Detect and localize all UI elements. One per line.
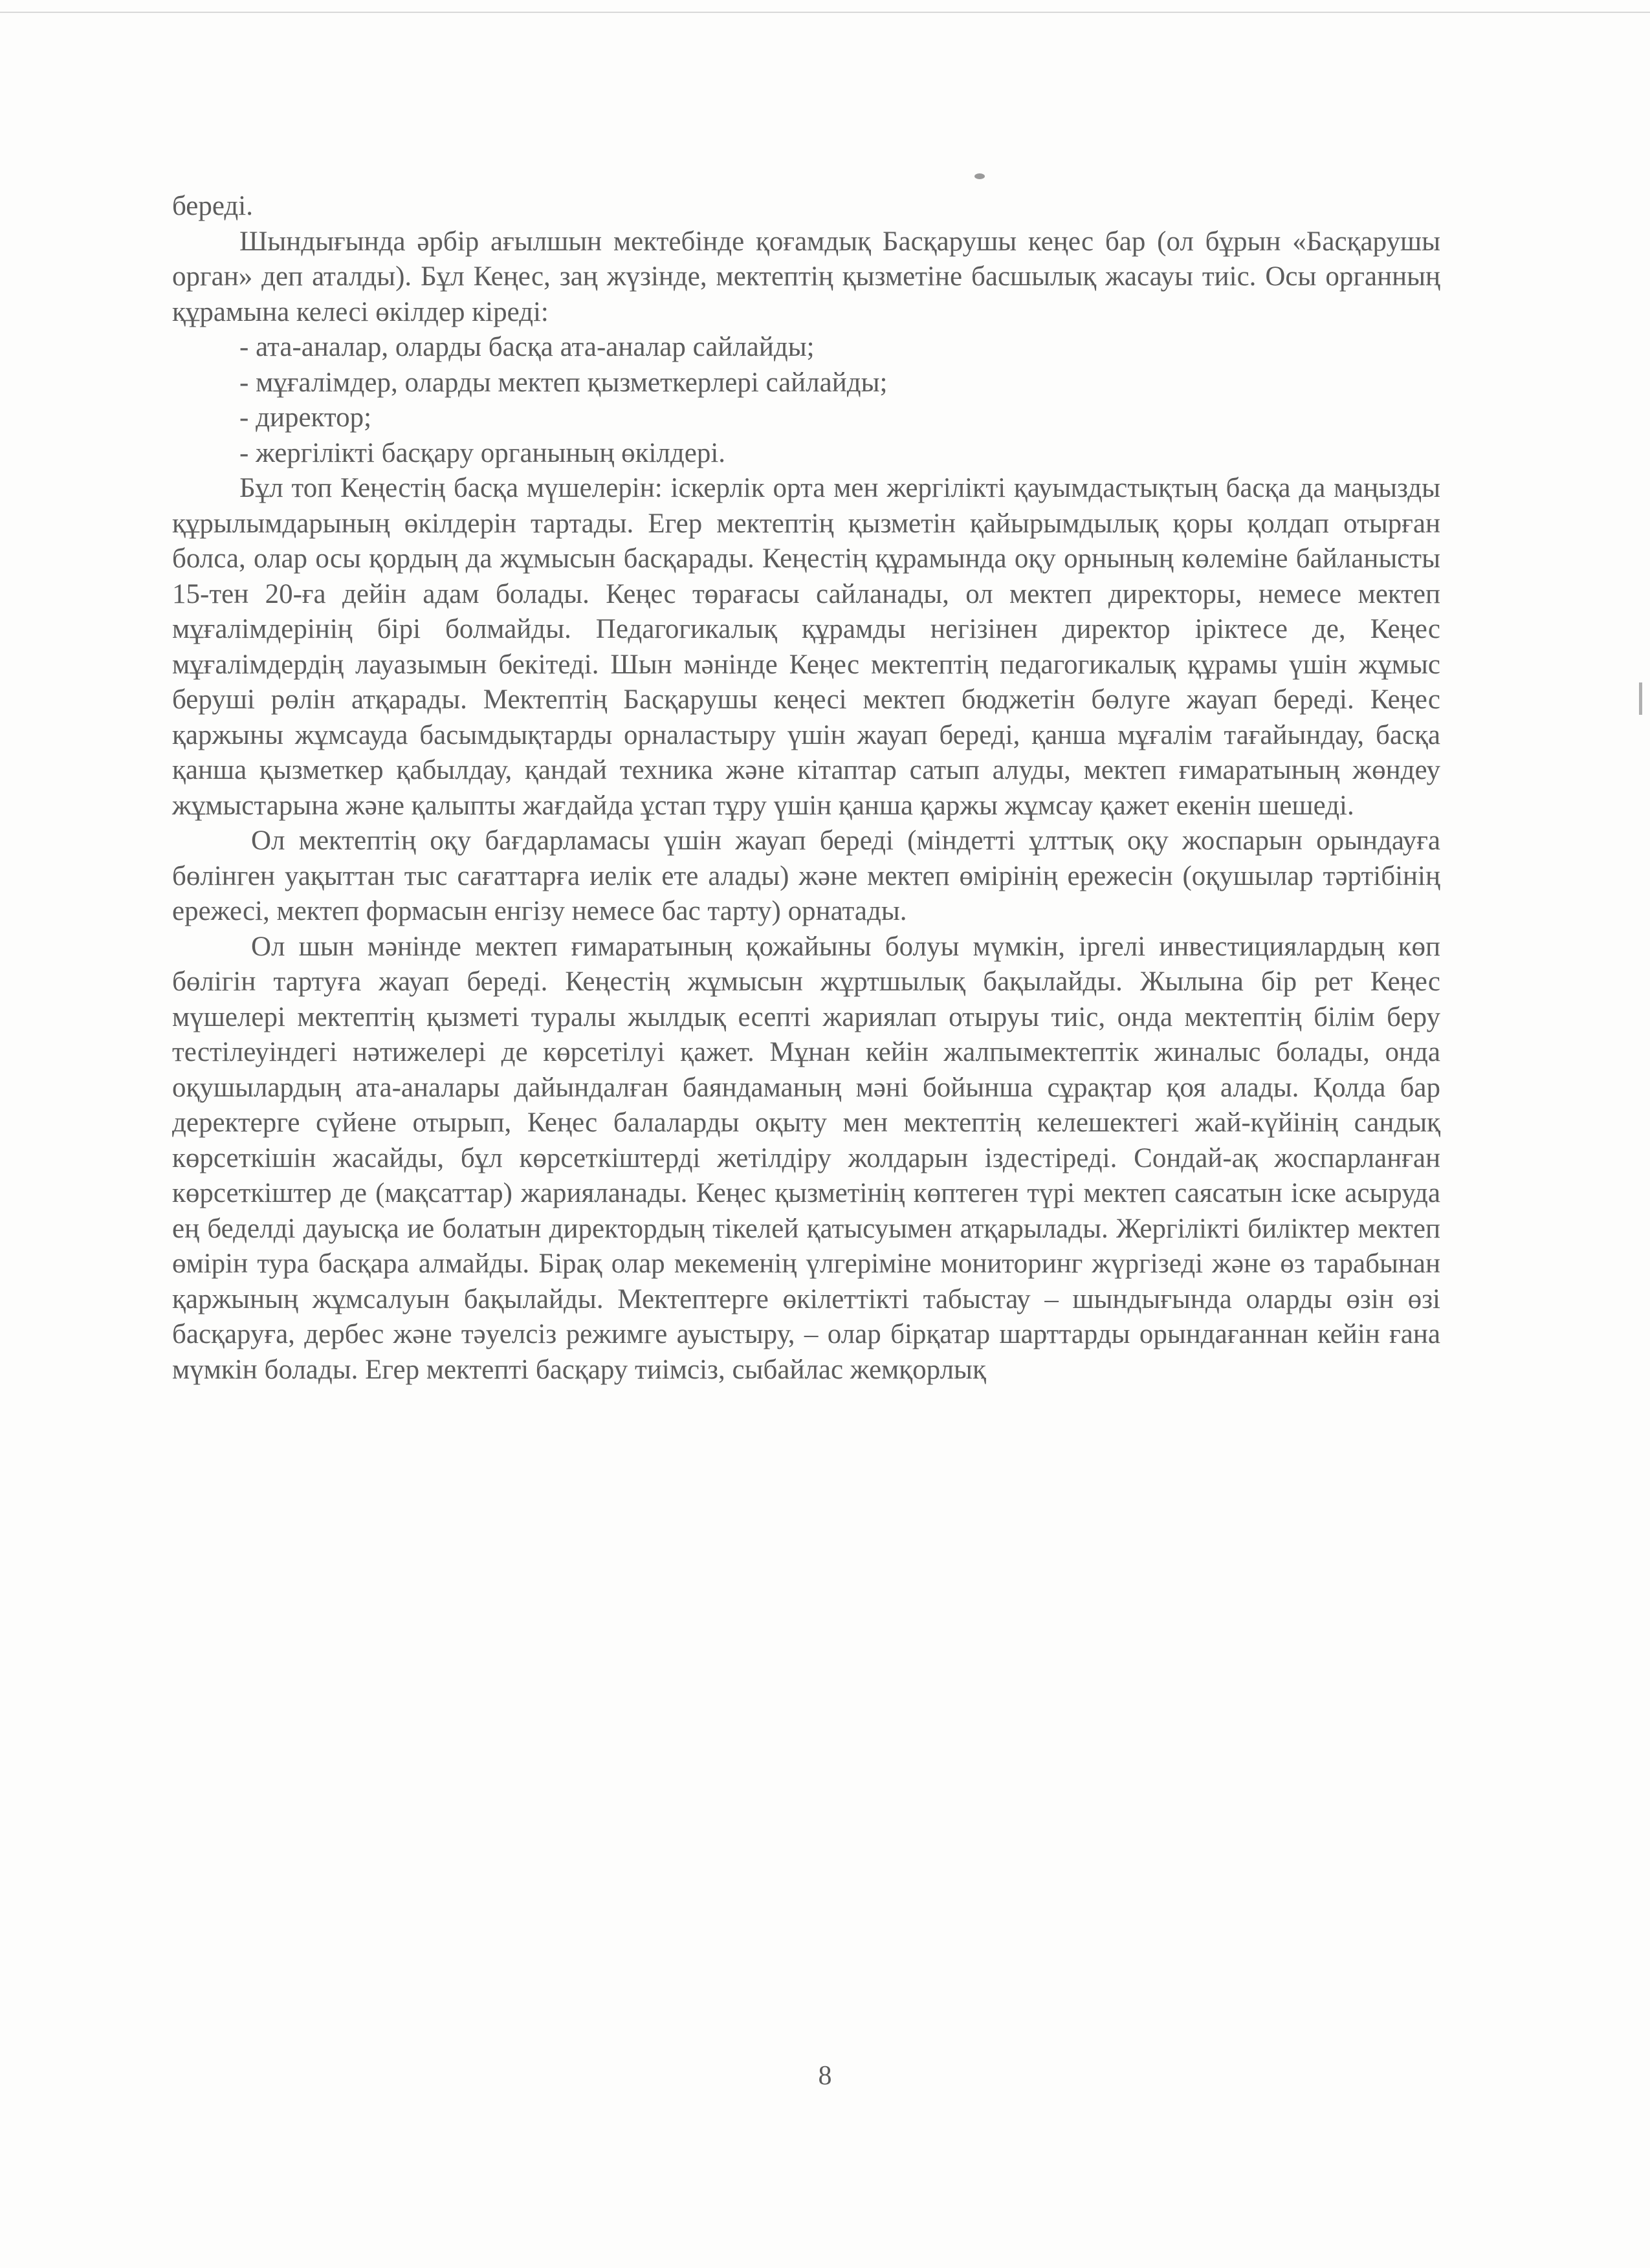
paragraph-curriculum: Ол мектептің оқу бағдарламасы үшін жауап береді (міндетті ұлттық оқу жоспарын орындауға бөлінген уақыттан тыс сағаттарға иелік ете алады) және мектеп өмірінің ережесін (оқушылар тәртібінің ережесі, мектеп формасын енгізу немесе бас тарту) орнатады. [172, 825, 1440, 926]
scan-speck [974, 173, 985, 179]
paragraph-building-owner: Ол шын мәнінде мектеп ғимаратының қожайыны болуы мүмкін, іргелі инвестициялардың көп бөлігін тартуға жауап береді. Кеңестің жұмысын жұртшылық бақылайды. Жылына бір рет Кеңес мүшелері мектептің қызметі туралы жылдық есепті жариялап отыруы тиіс, онда мектептің білім беру тестілеуіндегі нәтижелері де көрсетілуі қажет. Мұнан кейін жалпымектептік жиналыс болады, онда оқушылардың ата-аналары дайындалған баяндаманың мәні бойынша сұрақтар қоя алады. Қолда бар деректерге сүйене отырып, Кеңес балаларды оқыту мен мектептің келешектегі жай-күйінің сандық көрсеткішін жасайды, бұл көрсеткіштерді жетілдіру жолдарын іздестіреді. Сондай-ақ жоспарланған көрсеткіштер де (мақсаттар) жарияланады. Кеңес қызметінің көптеген түрі мектеп саясатын іске асыруда ең беделді дауысқа ие болатын директордың тікелей қатысуымен атқарылады. Жергілікті биліктер мектеп өмірін тура басқара алмайды. Бірақ олар мекеменің үлгеріміне мониторинг жүргізеді және өз тарабынан қаржының жұмсалуын бақылайды. Мектептерге өкілеттікті табыстау – шындығында оларды өзін өзі басқаруға, дербес және тәуелсіз режимге ауыстыру, – олар бірқатар шарттарды орындағаннан кейін ғана мүмкін болады. Егер мектепті басқару тиімсіз, сыбайлас жемқорлық [172, 931, 1440, 1385]
paragraph-continuation: береді. [172, 191, 253, 221]
list-item-teachers: - мұғалімдер, оларды мектеп қызметкерлері сайлайды; [239, 367, 888, 398]
list-item-parents: - ата-аналар, оларды басқа ата-аналар сайлайды; [239, 332, 815, 362]
paragraph-council-composition: Бұл топ Кеңестің басқа мүшелерін: іскерлік орта мен жергілікті қауымдастықтың басқа да маңызды құрылымдарының өкілдерін тартады. Егер мектептің қызметін қайырымдылық қоры қолдап отырған болса, олар осы қордың да жұмысын басқарады. Кеңестің құрамында оқу орнының көлеміне байланысты 15-тен 20-ға дейін адам болады. Кеңес төрағасы сайланады, ол мектеп директоры, немесе мектеп мұғалімдерінің бірі болмайды. Педагогикалық құрамды негізінен директор іріктесе де, Кеңес мұғалімдердің лауазымын бекітеді. Шын мәнінде Кеңес мектептің педагогикалық құрамы үшін жұмыс беруші рөлін атқарады. Мектептің Басқарушы кеңесі мектеп бюджетін бөлуге жауап береді. Кеңес қаржыны жұмсауда басымдықтарды орналастыру үшін жауап береді, қанша мұғалім тағайындау, басқа қанша қызметкер қабылдау, қандай техника және кітаптар сатып алуды, мектеп ғимаратының жөндеу жұмыстарына және қалыпты жағдайда ұстап тұру үшін қанша қаржы жұмсау қажет екенін шешеді. [172, 473, 1440, 821]
document-body [172, 189, 1440, 1388]
list-item-local-authority: - жергілікті басқару органының өкілдері. [239, 437, 726, 468]
page-number: 8 [818, 2061, 832, 2091]
paragraph-governing-council: Шындығында әрбір ағылшын мектебінде қоғамдық Басқарушы кеңес бар (ол бұрын «Басқарушы орган» деп аталды). Бұл Кеңес, заң жүзінде, мектептің қызметіне басшылық жасауы тиіс. Осы органның құрамына келесі өкілдер кіреді: [172, 226, 1440, 327]
scan-top-edge [0, 12, 1650, 13]
list-item-director: - директор; [239, 402, 372, 433]
scan-edge-mark [1639, 682, 1642, 715]
